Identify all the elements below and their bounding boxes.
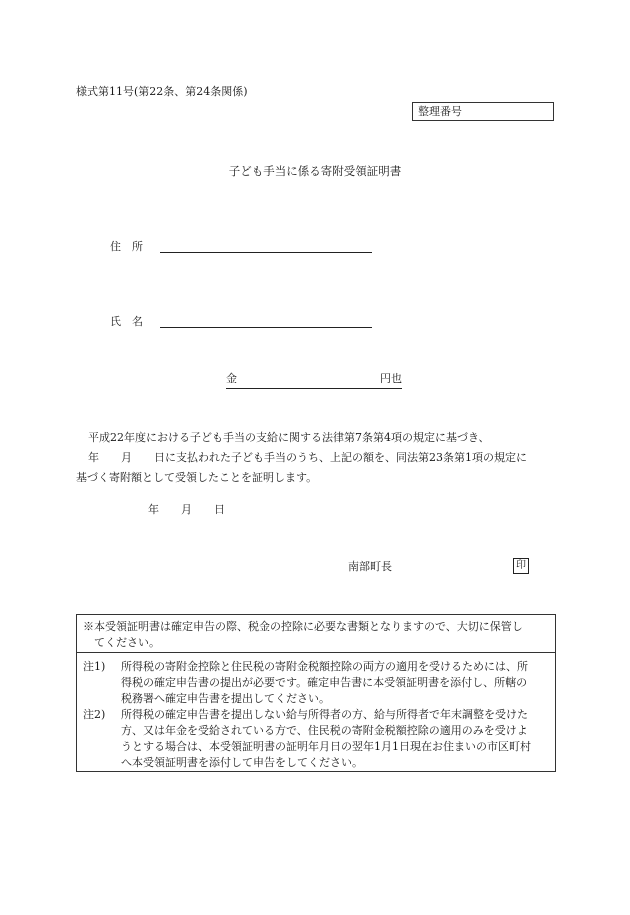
amount-prefix: 金 (226, 372, 237, 385)
address-label: 住 所 (110, 240, 143, 253)
reference-number-box (412, 102, 554, 121)
note-2-line-2: 方、又は年金を受給されている方で、住民税の寄附金税額控除の適用のみを受けよ (121, 724, 528, 737)
seal-mark: 印 (513, 558, 529, 574)
notice-main (77, 615, 555, 653)
note-2 (83, 707, 549, 771)
note-1-line-3: 税務署へ確定申告書を提出してください。 (121, 692, 330, 705)
note-2-line-1: 所得税の確定申告書を提出しない給与所得者の方、給与所得者で年末調整を受けた (121, 708, 528, 721)
form-number: 様式第11号(第22条、第24条関係) (76, 85, 248, 98)
notice-main-line-1: ※本受領証明書は確定申告の際、税金の控除に必要な書類となりますので、大切に保管し (83, 620, 523, 633)
issuer-name: 南部町長 (348, 560, 392, 573)
note-1-number: 注1) (83, 660, 106, 673)
notice-box (76, 614, 556, 772)
notice-main-line-2: てください。 (94, 636, 160, 649)
certification-body (76, 428, 556, 488)
body-line-2: 年 月 日に支払われた子ども手当のうち、上記の額を、同法第23条第1項の規定に (88, 451, 527, 464)
body-line-3: 基づく寄附額として受領したことを証明します。 (76, 471, 318, 484)
date-line: 年 月 日 (148, 503, 225, 516)
amount-suffix: 円也 (380, 372, 402, 385)
note-2-line-4: へ本受領証明書を添付して申告をしてください。 (121, 756, 363, 769)
address-line (160, 252, 372, 253)
note-1-text (121, 659, 528, 707)
note-2-line-3: うとする場合は、本受領証明書の証明年月日の翌年1月1日現在お住まいの市区町村 (121, 740, 531, 753)
body-line-1: 平成22年度における子ども手当の支給に関する法律第7条第4項の規定に基づき、 (88, 431, 490, 444)
note-1-line-1: 所得税の寄附金控除と住民税の寄附金税額控除の両方の適用を受けるためには、所 (121, 660, 528, 673)
reference-number-label: 整理番号 (418, 105, 462, 118)
document-title: 子ども手当に係る寄附受領証明書 (228, 164, 402, 178)
note-1 (83, 653, 549, 707)
amount-row (226, 372, 402, 389)
note-1-line-2: 得税の確定申告書の提出が必要です。確定申告書に本受領証明書を添付し、所轄の (121, 676, 528, 689)
note-2-number: 注2) (83, 708, 106, 721)
name-label: 氏 名 (110, 315, 143, 328)
name-line (160, 327, 372, 328)
note-2-text (121, 707, 531, 771)
